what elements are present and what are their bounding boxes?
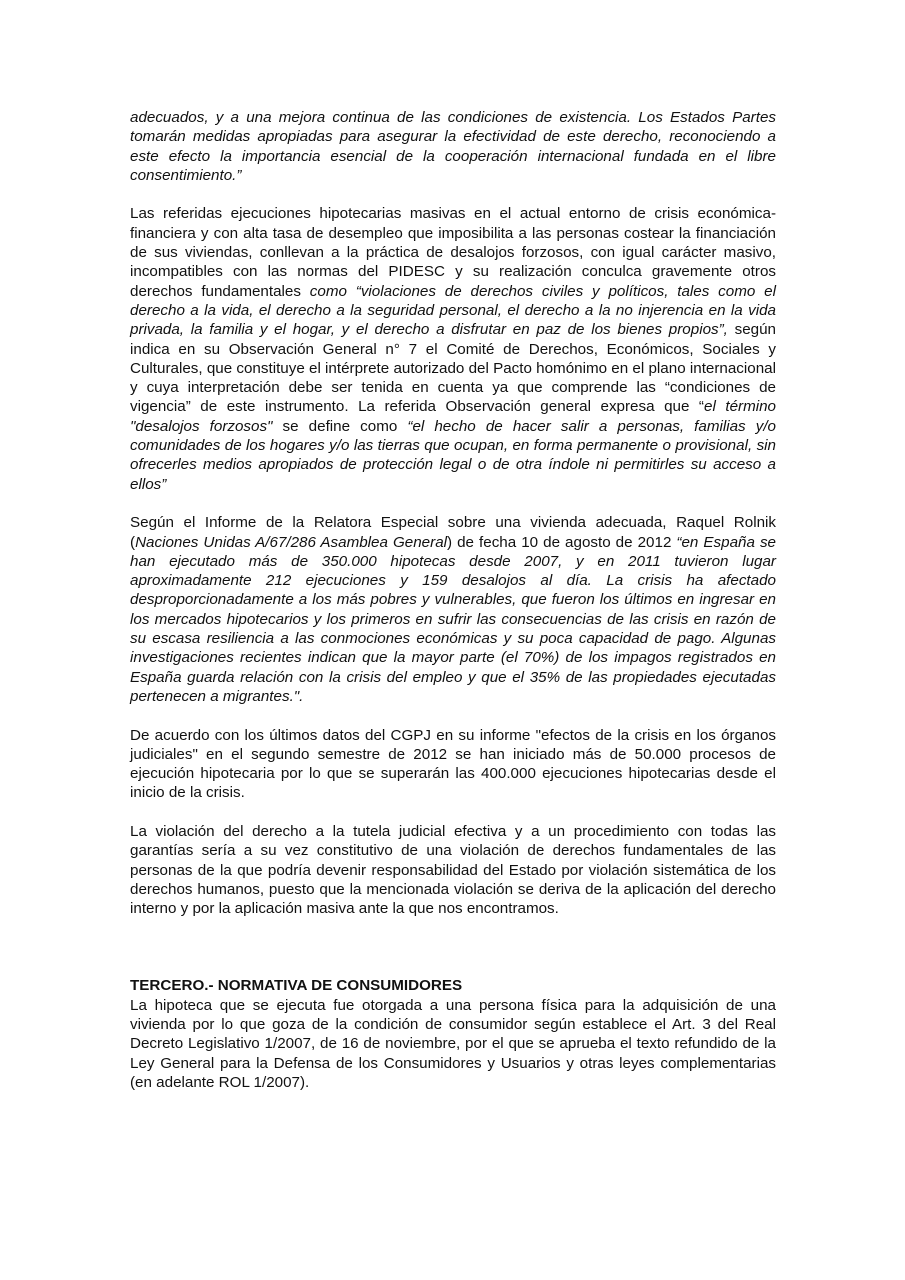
italic-text: Naciones Unidas A/67/286 Asamblea General [135,533,448,551]
text-run: Las referidas ejecuciones hipotecarias masivas en el actual entorno de crisis económica-financiera y con alta tasa de desempleo que imposibilita a las personas costear la financiación de sus viviendas, conllevan a la práctica de desalojos forzosos, con igual carácter masivo, incompatibles con las normas del PIDESC y su realización conculca gravemente otros derechos fundamentales [130,205,776,300]
paragraph-rapporteur-report [130,513,776,706]
paragraph-consumer-law: La hipoteca que se ejecuta fue otorgada a una persona física para la adquisición de una vivienda por lo que goza de la condición de consumidor según establece el Art. 3 del Real Decreto Legislativo 1/2007, de 16 de noviembre, por el que se aprueba el texto refundido de la Ley General para la Defensa de los Consumidores y Usuarios y otras leyes complementarias (en adelante ROL 1/2007). [130,996,776,1091]
italic-text: como “violaciones de derechos civiles y políticos, tales como el derecho a la vida, el derecho a la seguridad personal, el derecho a la no injerencia en la vida privada, la familia y el hogar, y el derecho a disfrutar en paz de los bienes propios”, [130,282,776,339]
italic-text: “en España se han ejecutado más de 350.000 hipotecas desde 2007, y en 2011 tuvieron lugar aproximadamente 212 ejecuciones y 159 desalojos al día. La crisis ha afectado desproporcionadamente a los más pobres y vulnerables, que fueron los últimos en ingresar en los mercados hipotecarios y los primeros en sufrir las consecuencias de las crisis en razón de su escasa resiliencia a las conmociones económicas y su poca capacidad de pago. Algunas investigaciones recientes indican que la mayor parte (el 70%) de los impagos registrados en España guarda relación con la crisis del empleo y que el 35% de las propiedades ejecutadas pertenecen a migrantes.". [130,533,776,705]
paragraph-foreclosures [130,204,776,493]
paragraph-quote-continuation [130,108,776,185]
paragraph-spacer [130,706,776,725]
paragraph-spacer [130,803,776,822]
italic-text: el término "desalojos forzosos" [130,398,776,435]
text-run: se define como [272,417,408,435]
document-body [130,108,776,1092]
section-heading: TERCERO.- NORMATIVA DE CONSUMIDORES [130,977,463,995]
section-spacer [130,918,776,976]
italic-text: “el hecho de hacer salir a personas, familias y/o comunidades de los hogares y/o las tierras que ocupan, en forma permanente o provisional, sin ofrecerles medios apropiados de protección legal o de otra índole ni permitirles su acceso a ellos” [130,417,777,493]
paragraph-cgpj-data: De acuerdo con los últimos datos del CGPJ en su informe "efectos de la crisis en los órganos judiciales" en el segundo semestre de 2012 se han iniciado más de 50.000 procesos de ejecución hipotecaria por lo que se superarán las 400.000 ejecuciones hipotecarias desde el inicio de la crisis. [130,726,776,802]
text-run: según indica en su Observación General n° 7 el Comité de Derechos, Económicos, Sociales y Culturales, que constituye el intérprete autorizado del Pacto homónimo en el plano internacional y cuya interpretación debe ser tenida en cuenta ya que comprende las “condiciones de vigencia” de este instrumento. La referida Observación general expresa que “ [130,321,776,416]
paragraph-judicial-protection: La violación del derecho a la tutela judicial efectiva y a un procedimiento con todas las garantías sería a su vez constitutivo de una violación de derechos fundamentales de las personas de la que podría devenir responsabilidad del Estado por violación sistemática de los derechos humanos, puesto que la mencionada violación se deriva de la aplicación del derecho interno y por la aplicación masiva ante la que nos encontramos. [130,822,776,918]
text-run: ) de fecha 10 de agosto de 2012 [447,533,677,551]
italic-text: adecuados, y a una mejora continua de las condiciones de existencia. Los Estados Partes tomarán medidas apropiadas para asegurar la efectividad de este derecho, reconociendo a este efecto la importancia esencial de la cooperación internacional fundada en el libre consentimiento.” [130,109,776,184]
text-run: Según el Informe de la Relatora Especial sobre una vivienda adecuada, Raquel Rolnik ( [130,514,776,551]
paragraph-spacer [130,494,776,513]
paragraph-spacer [130,185,776,204]
